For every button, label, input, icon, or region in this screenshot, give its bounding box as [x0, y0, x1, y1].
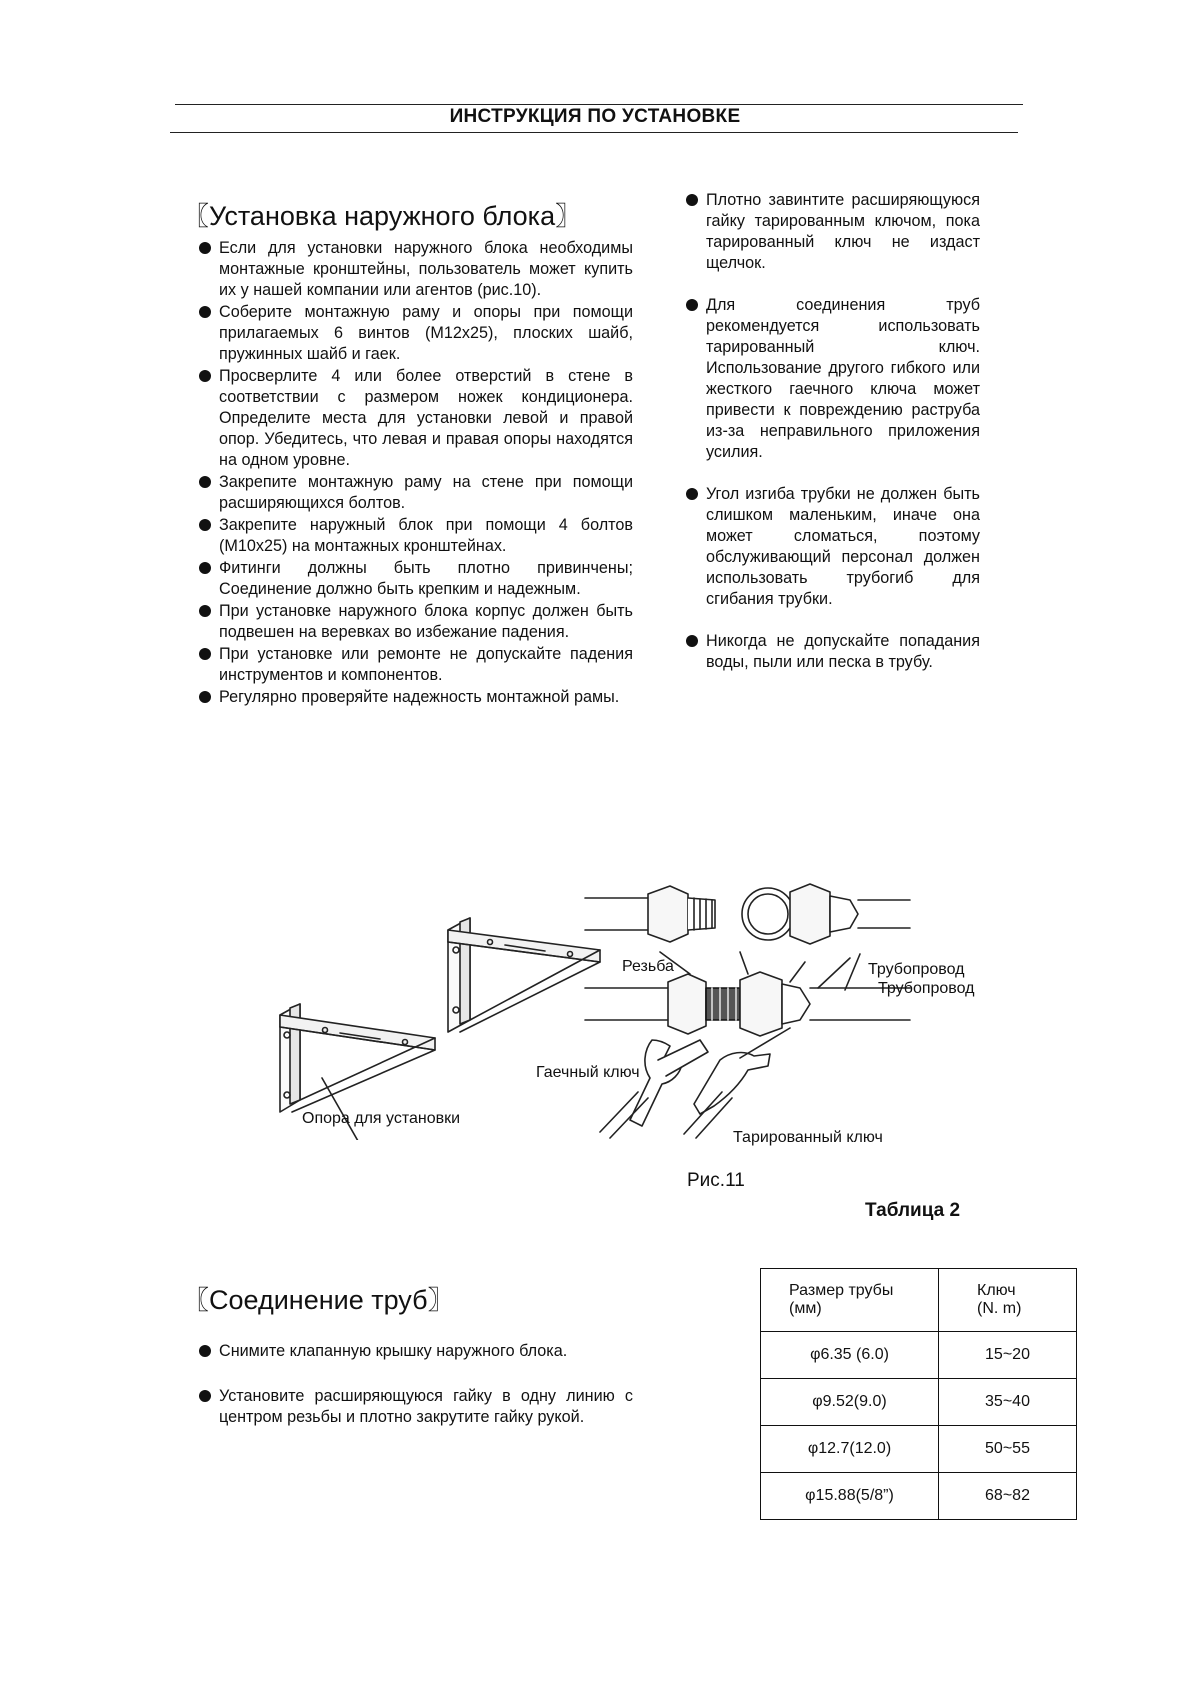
header-pipe-size-line1: Размер трубы — [789, 1282, 894, 1299]
list-item: Если для установки наружного блока необходимы монтажные кронштейны, пользователь может купить их у нашей компании или агентов (рис.10). — [196, 238, 633, 301]
mounting-bracket-small — [280, 1004, 435, 1112]
outdoor-section-title — [183, 196, 581, 233]
list-item: Закрепите наружный блок при помощи 4 болтов (M10x25) на монтажных кронштейнах. — [196, 515, 633, 557]
cell-pipe-size: φ12.7(12.0) — [761, 1426, 939, 1473]
table-row — [761, 1426, 1077, 1473]
list-item: Просверлите 4 или более отверстий в стене в соответствии с размером ножек кондиционера. Определите места для установки левой и правой опор. Убедитесь, что левая и правая опоры находятся на одном уровне. — [196, 366, 633, 471]
cell-pipe-size: φ15.88(5/8”) — [761, 1473, 939, 1520]
title-bracket-open: 〖 — [183, 202, 210, 232]
title-bracket-close: 〗 — [427, 1286, 454, 1316]
figure-11-illustration — [270, 870, 930, 1140]
header-pipe-size-line2: (мм) — [789, 1300, 822, 1317]
header-rule-bottom — [170, 132, 1018, 133]
label-pipeline-1: Трубопровод — [868, 961, 965, 978]
list-item: Фитинги должны быть плотно привинчены; Соединение должно быть крепким и надежным. — [196, 558, 633, 600]
cell-torque: 15~20 — [939, 1332, 1077, 1379]
table-caption: Таблица 2 — [865, 1200, 961, 1221]
page-header-title: ИНСТРУКЦИЯ ПО УСТАНОВКЕ — [449, 106, 741, 127]
label-torque-wrench: Тарированный ключ — [733, 1129, 883, 1146]
mounting-bracket-large — [448, 918, 600, 1032]
list-item: При установке наружного блока корпус должен быть подвешен на веревках во избежание падения. — [196, 601, 633, 643]
cell-pipe-size: φ6.35 (6.0) — [761, 1332, 939, 1379]
list-item: При установке или ремонте не допускайте падения инструментов и компонентов. — [196, 644, 633, 686]
label-pipeline-2: Трубопровод — [878, 980, 975, 997]
cell-torque: 50~55 — [939, 1426, 1077, 1473]
list-item: Соберите монтажную раму и опоры при помощи прилагаемых 6 винтов (M12x25), плоских шайб, пружинных шайб и гаек. — [196, 302, 633, 365]
pipe-connection-list — [196, 1341, 633, 1452]
figure-caption: Рис.11 — [687, 1170, 745, 1191]
table-row — [761, 1379, 1077, 1426]
list-item: Для соединения труб рекомендуется использовать тарированный ключ. Использование другого гибкого или жесткого гаечного ключа может привести к повреждению раструба из-за неправильного приложения усилия. — [683, 295, 980, 463]
list-item: Снимите клапанную крышку наружного блока. — [196, 1341, 633, 1362]
list-item: Установите расширяющуюся гайку в одну линию с центром резьбы и плотно закрутите гайку рукой. — [196, 1386, 633, 1428]
title-bracket-close: 〗 — [555, 202, 582, 232]
label-thread: Резьба — [622, 958, 674, 975]
pipe-section-title — [183, 1280, 454, 1317]
list-item: Регулярно проверяйте надежность монтажной рамы. — [196, 687, 633, 708]
label-wrench: Гаечный ключ — [536, 1064, 640, 1081]
torque-table — [760, 1268, 1077, 1520]
table-row — [761, 1473, 1077, 1520]
outdoor-instructions-list — [196, 238, 633, 709]
wrench-hand — [600, 1040, 708, 1138]
header-rule-top — [175, 104, 1023, 105]
cell-torque: 35~40 — [939, 1379, 1077, 1426]
pipe-section-title-text: Соединение труб — [209, 1285, 428, 1315]
cell-torque: 68~82 — [939, 1473, 1077, 1520]
title-bracket-open: 〖 — [183, 1286, 210, 1316]
pipe-tightening-list — [683, 190, 980, 694]
header-torque-line1: Ключ — [977, 1282, 1016, 1299]
list-item: Плотно завинтите расширяющуюся гайку тарированным ключом, пока тарированный ключ не издаст щелчок. — [683, 190, 980, 274]
flare-pipe-top — [585, 884, 910, 944]
list-item: Никогда не допускайте попадания воды, пыли или песка в трубу. — [683, 631, 980, 673]
header-torque-line2: (N. m) — [977, 1300, 1022, 1317]
list-item: Угол изгиба трубки не должен быть слишком маленьким, иначе она может сломаться, поэтому обслуживающий персонал должен использовать трубогиб для сгибания трубки. — [683, 484, 980, 610]
table-header-row — [761, 1269, 1077, 1332]
table-row — [761, 1332, 1077, 1379]
list-item: Закрепите монтажную раму на стене при помощи расширяющихся болтов. — [196, 472, 633, 514]
cell-pipe-size: φ9.52(9.0) — [761, 1379, 939, 1426]
header-pipe-size — [761, 1269, 939, 1332]
header-torque — [939, 1269, 1077, 1332]
outdoor-section-title-text: Установка наружного блока — [209, 201, 556, 231]
label-support: Опора для установки — [302, 1110, 461, 1127]
